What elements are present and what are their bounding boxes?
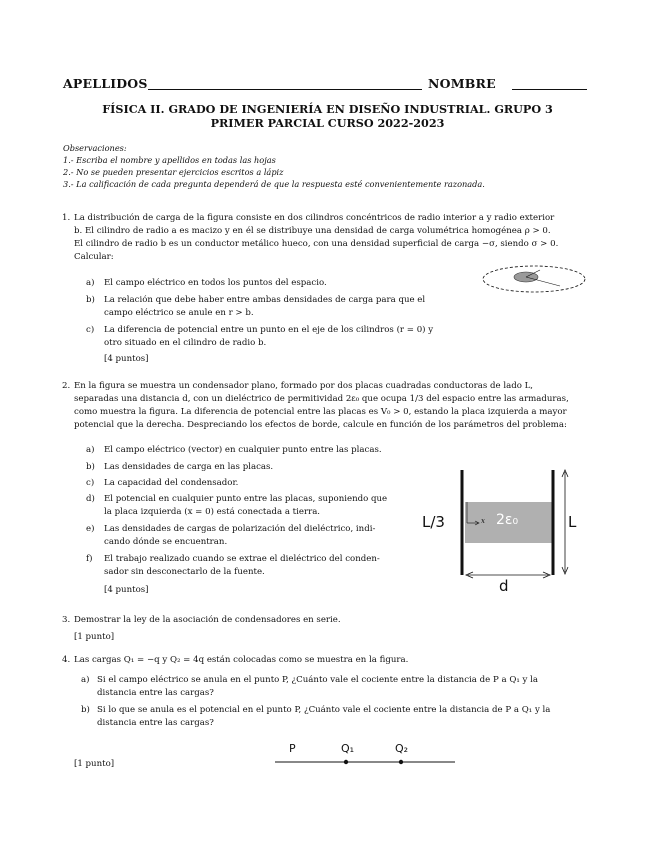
- label-L-over-3: L/3: [422, 513, 445, 531]
- charges-figure: [270, 752, 460, 772]
- q1-c-text: otro situado en el cilindro de radio b.: [104, 338, 267, 348]
- label-d: d: [499, 577, 509, 595]
- name-line[interactable]: [512, 89, 587, 90]
- q2-f-text: sador sin desconectarlo de la fuente.: [104, 567, 265, 577]
- q2-c-marker: c): [86, 478, 95, 488]
- q1-b-marker: b): [86, 295, 95, 305]
- q4-points: [1 punto]: [74, 759, 115, 769]
- exam-title-line2: PRIMER PARCIAL CURSO 2022-2023: [210, 116, 445, 130]
- q2-e-text: cando dónde se encuentran.: [104, 537, 228, 547]
- observation-item: 1.- Escriba el nombre y apellidos en todas las hojas: [63, 155, 276, 165]
- label-L: L: [568, 513, 577, 531]
- q3-text: Demostrar la ley de la asociación de condensadores en serie.: [74, 615, 341, 625]
- q2-f-text: El trabajo realizado cuando se extrae el dieléctrico del conden-: [104, 554, 380, 564]
- q2-d-text: la placa izquierda (x = 0) está conectada a tierra.: [104, 507, 321, 517]
- q4-b-marker: b): [81, 705, 90, 715]
- q4-b-text: Si lo que se anula es el potencial en el punto P, ¿Cuánto vale el cociente entre la distancia de P a Q₁ y la: [97, 705, 551, 715]
- q4-a-marker: a): [81, 675, 90, 685]
- q2-c-text: La capacidad del condensador.: [104, 478, 239, 488]
- q2-e-marker: e): [86, 524, 95, 534]
- q3-points: [1 punto]: [74, 632, 115, 642]
- charge-q2-dot: [399, 760, 403, 764]
- q1-text: b. El cilindro de radio a es macizo y en él se distribuye una densidad de carga volumétrica homogénea ρ > 0.: [74, 226, 551, 236]
- q2-text: como muestra la figura. La diferencia de potencial entre las placas es V₀ > 0, estando la placa izquierda a mayor: [74, 407, 567, 417]
- q2-d-text: El potencial en cualquier punto entre las placas, suponiendo que: [104, 494, 388, 504]
- q1-a-marker: a): [86, 278, 95, 288]
- charge-q2-label: Q₂: [395, 742, 409, 755]
- q4-a-text: Si el campo eléctrico se anula en el punto P, ¿Cuánto vale el cociente entre la distancia de P a Q₁ y la: [97, 675, 539, 685]
- q1-points: [4 puntos]: [104, 354, 149, 364]
- label-dielectric: 2ε₀: [496, 512, 519, 528]
- observation-item: 3.- La calificación de cada pregunta dependerá de que la respuesta esté convenientemente razonada.: [63, 179, 485, 189]
- q1-b-text: La relación que debe haber entre ambas densidades de carga para que el: [104, 295, 426, 305]
- surname-label: APELLIDOS: [63, 76, 148, 91]
- charge-q1-label: Q₁: [341, 742, 355, 755]
- label-x-axis: x: [481, 517, 485, 525]
- q2-text: En la figura se muestra un condensador plano, formado por dos placas cuadradas conductoras de lado L,: [74, 381, 534, 391]
- charge-q1-dot: [344, 760, 348, 764]
- name-label: NOMBRE: [428, 76, 496, 91]
- q2-points: [4 puntos]: [104, 585, 149, 595]
- cylinders-figure: [480, 262, 588, 296]
- q1-c-marker: c): [86, 325, 95, 335]
- q2-f-marker: f): [86, 554, 93, 564]
- q3-number: 3.: [62, 615, 71, 625]
- observation-item: 2.- No se pueden presentar ejercicios escritos a lápiz: [63, 167, 284, 177]
- q1-a-text: El campo eléctrico en todos los puntos del espacio.: [104, 278, 327, 288]
- q1-number: 1.: [62, 213, 71, 223]
- q2-a-marker: a): [86, 445, 95, 455]
- q2-d-marker: d): [86, 494, 95, 504]
- point-p-label: P: [289, 742, 296, 755]
- observations-heading: Observaciones:: [63, 143, 127, 153]
- exam-title-line1: FÍSICA II. GRADO DE INGENIERÍA EN DISEÑO INDUSTRIAL. GRUPO 3: [102, 102, 553, 116]
- q2-b-text: Las densidades de carga en las placas.: [104, 462, 274, 472]
- q4-text: Las cargas Q₁ = −q y Q₂ = 4q están colocadas como se muestra en la figura.: [74, 655, 409, 665]
- surname-line[interactable]: [148, 89, 422, 90]
- q2-text: separadas una distancia d, con un dieléctrico de permitividad 2ε₀ que ocupa 1/3 del espacio entre las armaduras,: [74, 394, 569, 404]
- q2-e-text: Las densidades de cargas de polarización del dieléctrico, indi-: [104, 524, 376, 534]
- q4-number: 4.: [62, 655, 71, 665]
- q1-text: El cilindro de radio b es un conductor metálico hueco, con una densidad superficial de carga −σ, siendo σ > 0.: [74, 239, 559, 249]
- q2-a-text: El campo eléctrico (vector) en cualquier punto entre las placas.: [104, 445, 382, 455]
- q1-text: La distribución de carga de la figura consiste en dos cilindros concéntricos de radio interior a y radio exterior: [74, 213, 555, 223]
- q4-a-text: distancia entre las cargas?: [97, 688, 214, 698]
- q1-text: Calcular:: [74, 252, 114, 262]
- q1-b-text: campo eléctrico se anule en r > b.: [104, 308, 254, 318]
- q2-number: 2.: [62, 381, 71, 391]
- q1-c-text: La diferencia de potencial entre un punto en el eje de los cilindros (r = 0) y: [104, 325, 434, 335]
- q2-text: potencial que la derecha. Despreciando los efectos de borde, calcule en función de los parámetros del problema:: [74, 420, 567, 430]
- q2-b-marker: b): [86, 462, 95, 472]
- q4-b-text: distancia entre las cargas?: [97, 718, 214, 728]
